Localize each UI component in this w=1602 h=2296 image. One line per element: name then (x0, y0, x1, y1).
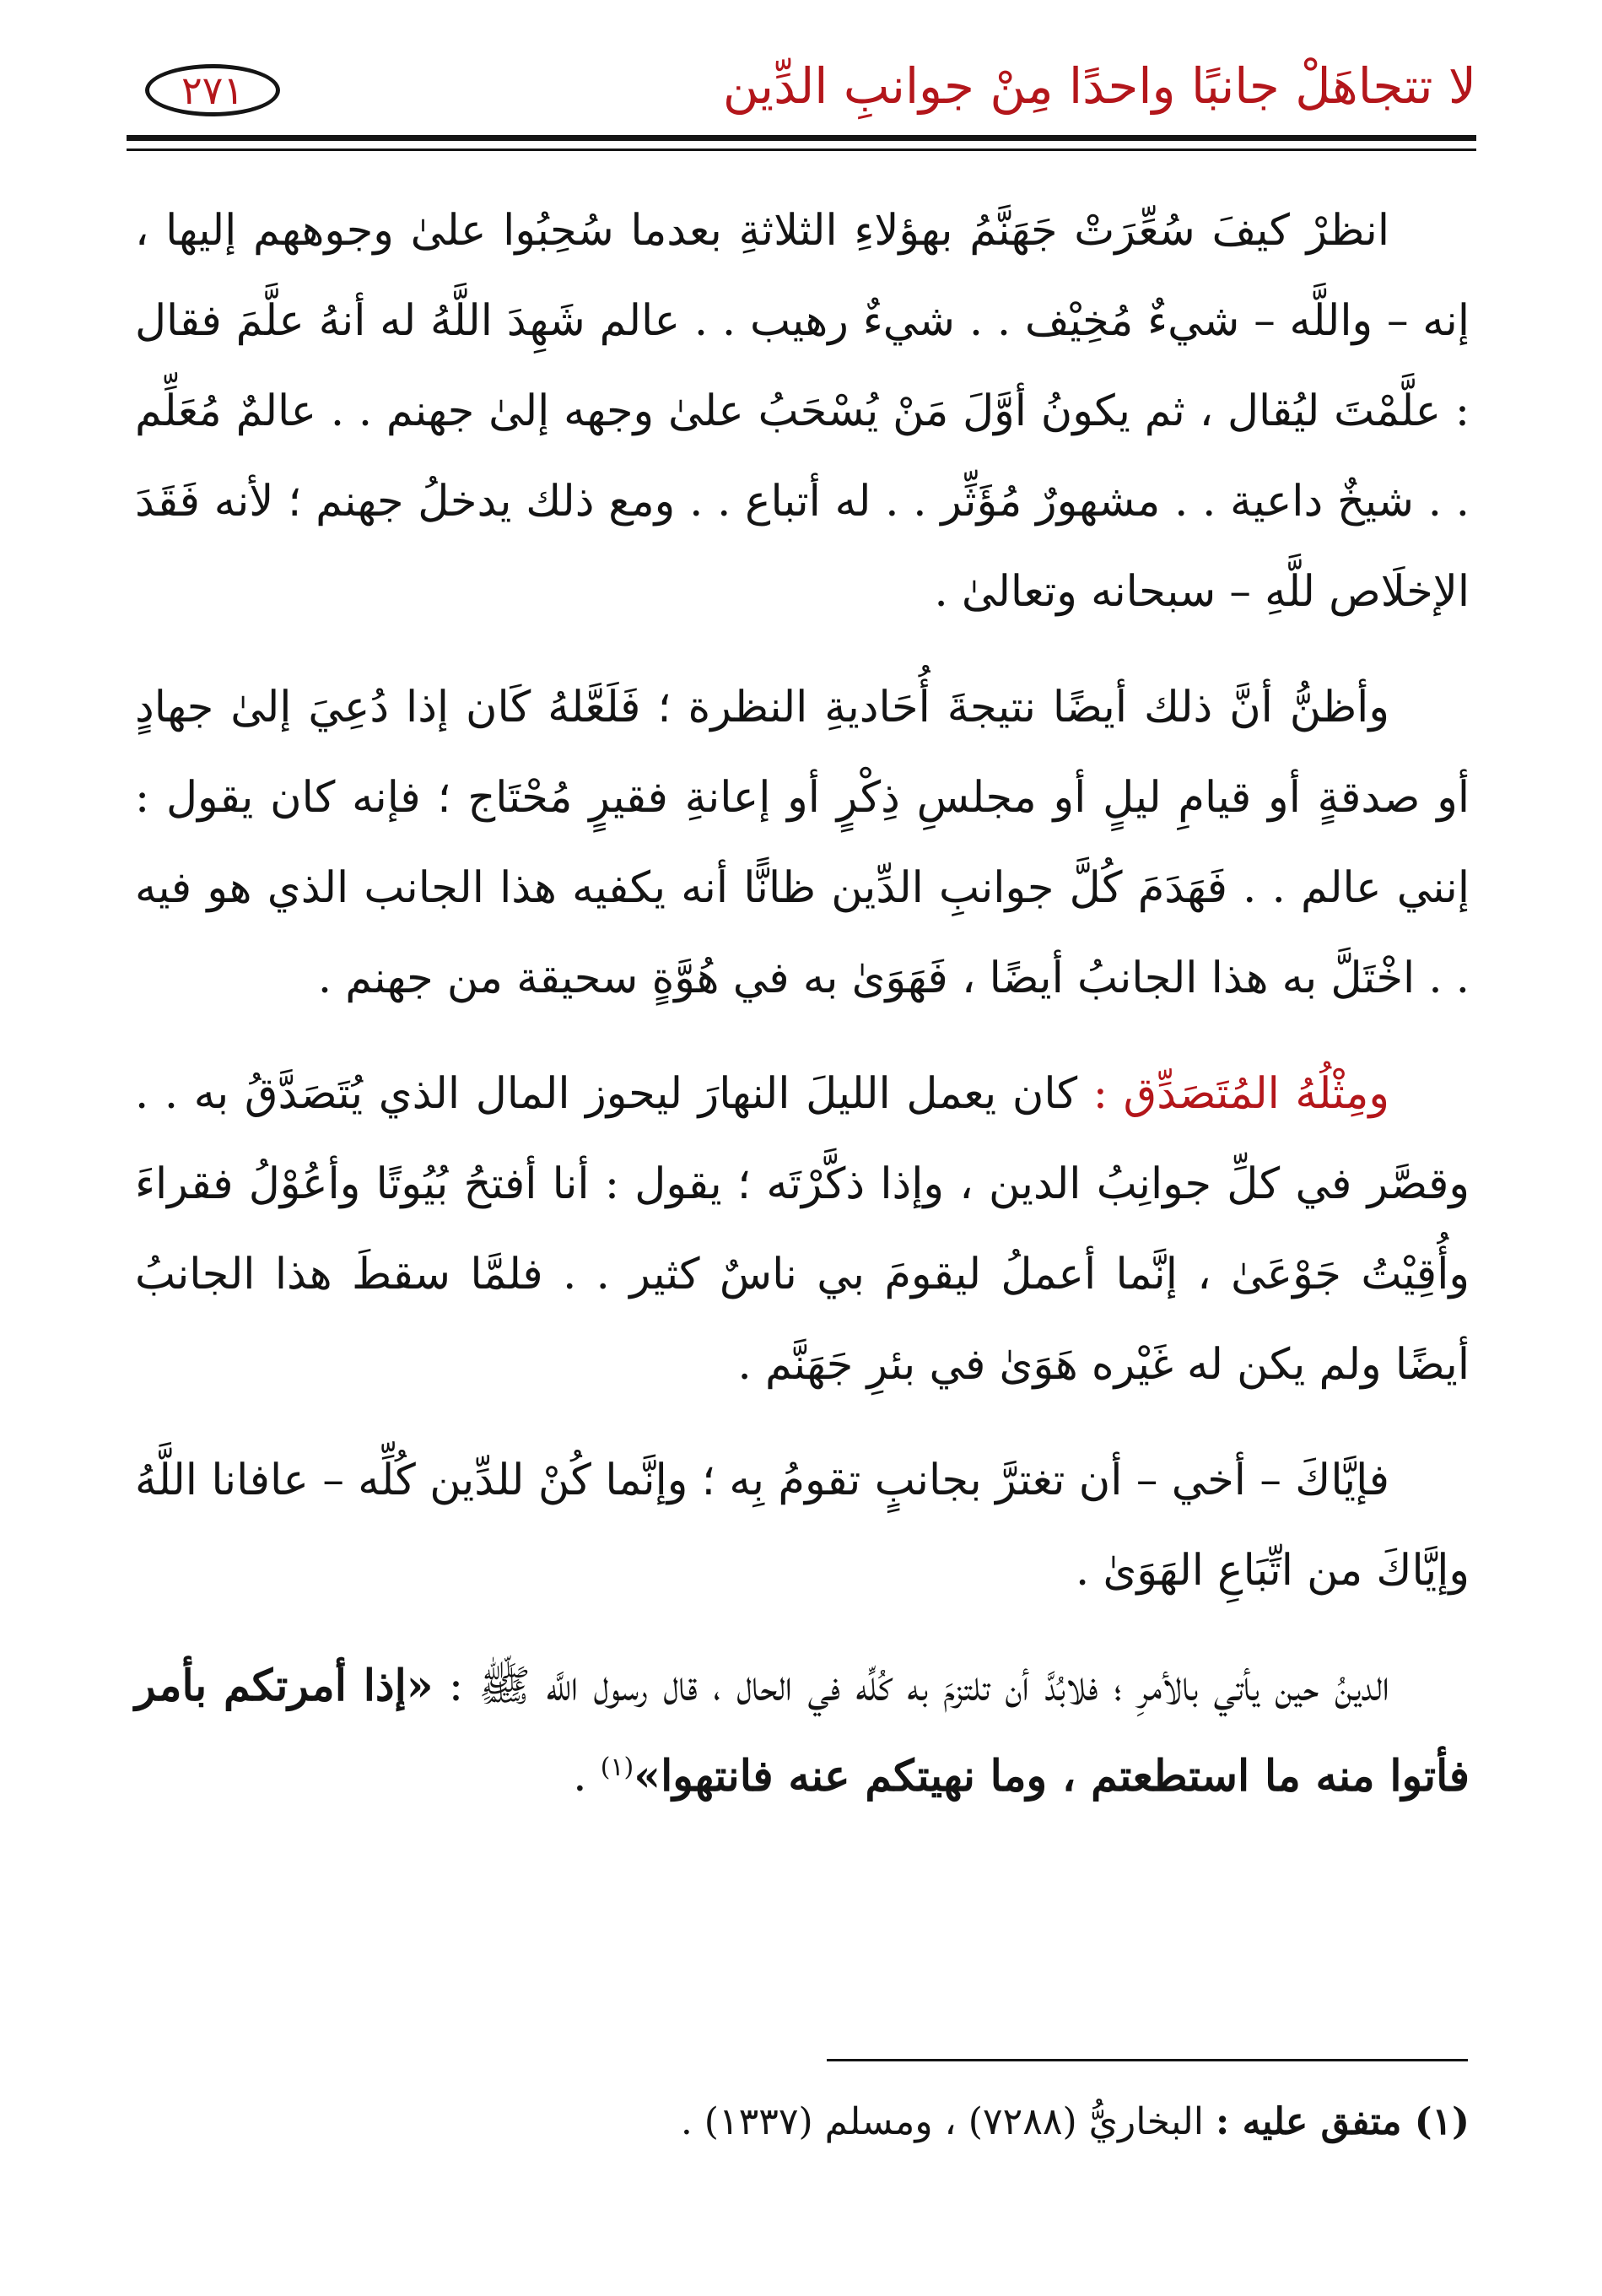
paragraph-1: انظرْ كيفَ سُعِّرَتْ جَهَنَّمُ بهؤلاءِ الثلاثةِ بعدما سُحِبُوا علىٰ وجوههم إليها ، إنه – واللَّه – شيءٌ مُخِيْف . . شيءٌ رهيب . . عالم شَهِدَ اللَّهُ له أنهُ علَّمَ فقال : علَّمْتَ ليُقال ، ثم يكونُ أوَّلَ مَنْ يُسْحَبُ علىٰ وجهه إلىٰ جهنم . . عالمٌ مُعَلِّم . . شيخٌ داعية . . مشهورٌ مُؤَثِّر . . له أتباع . . ومع ذلك يدخلُ جهنم ؛ لأنه فَقَدَ الإخلَاص للَّهِ – سبحانه وتعالىٰ . (135, 206, 1470, 617)
footnote-label: (١) متفق عليه : (1216, 2100, 1470, 2143)
footnote (135, 2093, 1470, 2152)
paragraph-4: فإيَّاكَ – أخي – أن تغترَّ بجانبٍ تقومُ بِه ؛ وإنَّما كُنْ للدِّين كُلِّه – عافانا اللَّهُ وإيَّاكَ من اتِّبَاعِ الهَوَىٰ . (135, 1456, 1470, 1596)
body-text (135, 186, 1470, 1847)
paragraph-5-end: . (573, 1752, 587, 1802)
paragraph-3-keyword: ومِثْلُهُ المُتَصَدِّق : (1092, 1069, 1389, 1119)
paragraph-3-text: كان يعمل الليلَ النهارَ ليحوز المال الذي يُتَصَدَّقُ به . . وقصَّر في كلِّ جوانِبُ الدين ، وإذا ذكَّرْتَه ؛ يقول : أنا أفتحُ بُيُوتًا وأعُوْلُ فقراءَ وأُقِيْتُ جَوْعَىٰ ، إنَّما أعملُ ليقومَ بي ناسٌ كثير . . فلمَّا سقطَ هذا الجانبُ أيضًا ولم يكن له غَيْره هَوَىٰ في بئرِ جَهَنَّم . (135, 1069, 1470, 1390)
footnote-separator (827, 2059, 1468, 2061)
footnote-text: البخاريُّ (٧٢٨٨) ، ومسلم (١٣٣٧) . (680, 2100, 1205, 2143)
header-rule-thick (127, 135, 1476, 141)
page-number: ٢٧١ (145, 64, 280, 116)
paragraph-5-text: الدينُ حين يأتي بالأمرِ ؛ فلابُدَّ أن تلتزمَ به كُلِّه في الحال ، قال رسول اللَّه ﷺ : (448, 1661, 1389, 1711)
header-rule-thin (127, 149, 1476, 151)
footnote-ref: (١) (600, 1753, 634, 1782)
running-title: لا تتجاهَلْ جانبًا واحدًا مِنْ جوانبِ الدِّين (722, 57, 1476, 115)
hadith-quote: «إذا أمرتكم بأمر فأتوا منه ما استطعتم ، وما نهيتكم عنه فانتهوا» (135, 1661, 1470, 1802)
paragraph-5 (135, 1641, 1470, 1822)
page-header (127, 49, 1476, 159)
paragraph-2: وأظنُّ أنَّ ذلك أيضًا نتيجةَ أُحَاديةِ النظرة ؛ فَلَعَّلهُ كَان إذا دُعِيَ إلىٰ جهادٍ أو صدقةٍ أو قيامِ ليلٍ أو مجلسِ ذِكْرٍ أو إعانةِ فقيرٍ مُحْتَاج ؛ فإنه كان يقول : إنني عالم . . فَهَدَمَ كُلَّ جوانبِ الدِّين ظانًّا أنه يكفيه هذا الجانب الذي هو فيه . . اخْتَلَّ به هذا الجانبُ أيضًا ، فَهَوَىٰ به في هُوَّةٍ سحيقة من جهنم . (135, 683, 1470, 1003)
paragraph-3 (135, 1049, 1470, 1410)
